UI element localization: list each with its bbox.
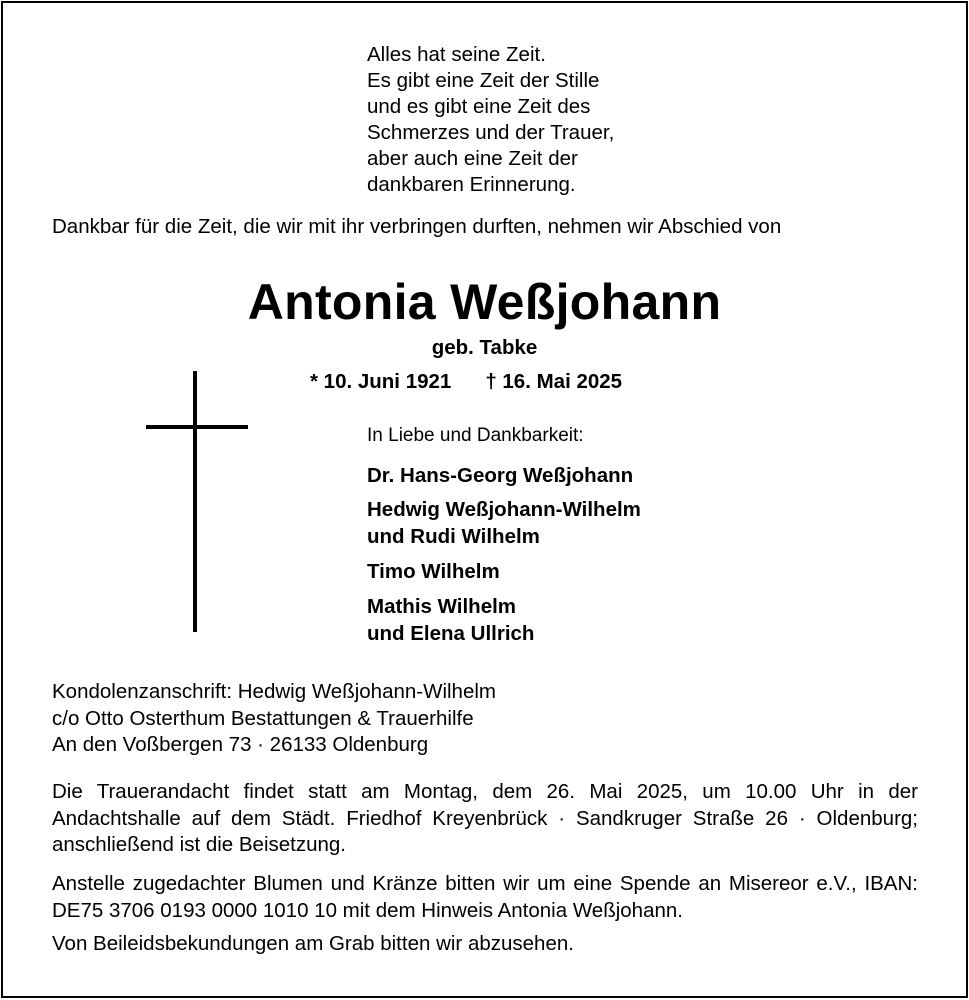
poem-line: aber auch eine Zeit der bbox=[367, 147, 578, 170]
poem-line: Alles hat seine Zeit. bbox=[367, 43, 546, 66]
poem-line: dankbaren Erinnerung. bbox=[367, 173, 576, 196]
poem bbox=[367, 42, 614, 198]
mourners-heading: In Liebe und Dankbarkeit: bbox=[367, 425, 584, 446]
mourner-name: und Elena Ullrich bbox=[367, 622, 535, 645]
intro-text: Dankbar für die Zeit, die wir mit ihr verbringen durften, nehmen wir Abschied von bbox=[52, 215, 782, 238]
mourner-name: Dr. Hans-Georg Weßjohann bbox=[367, 464, 634, 487]
mourner-group bbox=[367, 558, 500, 585]
donation-paragraph: Anstelle zugedachter Blumen und Kränze bitten wir um eine Spende an Misereor e.V., IBAN: DE75 3706 0193 0000 1010 10 mit dem Hinweis Antonia Weßjohann. bbox=[52, 872, 918, 922]
cross-horizontal-beam bbox=[146, 425, 248, 429]
mourner-group bbox=[367, 593, 534, 647]
address-line: An den Voßbergen 73 · 26133 Oldenburg bbox=[52, 733, 429, 756]
birth-date: * 10. Juni 1921 bbox=[310, 370, 452, 393]
address-line: Kondolenzanschrift: Hedwig Weßjohann-Wilhelm bbox=[52, 680, 496, 703]
maiden-name: geb. Tabke bbox=[431, 336, 538, 359]
death-date: † 16. Mai 2025 bbox=[485, 370, 623, 393]
deceased-name: Antonia Weßjohann bbox=[247, 274, 722, 330]
life-dates bbox=[310, 369, 622, 395]
mourner-group bbox=[367, 462, 633, 489]
poem-line: Es gibt eine Zeit der Stille bbox=[367, 69, 600, 92]
mourner-name: Timo Wilhelm bbox=[367, 560, 500, 583]
condolence-address bbox=[52, 679, 496, 759]
mourner-name: und Rudi Wilhelm bbox=[367, 525, 540, 548]
address-line: c/o Otto Osterthum Bestattungen & Trauerhilfe bbox=[52, 706, 474, 730]
mourner-name: Hedwig Weßjohann-Wilhelm bbox=[367, 498, 641, 521]
service-paragraph: Die Trauerandacht findet statt am Montag, dem 26. Mai 2025, um 10.00 Uhr in der Andachtshalle auf dem Städt. Friedhof Kreyenbrück · Sandkruger Straße 26 · Oldenburg; anschließend ist die Beisetzung. bbox=[52, 780, 918, 856]
poem-line: Schmerzes und der Trauer, bbox=[367, 121, 615, 144]
graveside-paragraph: Von Beileidsbekundungen am Grab bitten wir abzusehen. bbox=[52, 932, 574, 955]
cross-vertical-beam bbox=[193, 371, 197, 632]
mourner-name: Mathis Wilhelm bbox=[367, 595, 517, 618]
mourner-group bbox=[367, 496, 641, 550]
poem-line: und es gibt eine Zeit des bbox=[367, 95, 591, 118]
